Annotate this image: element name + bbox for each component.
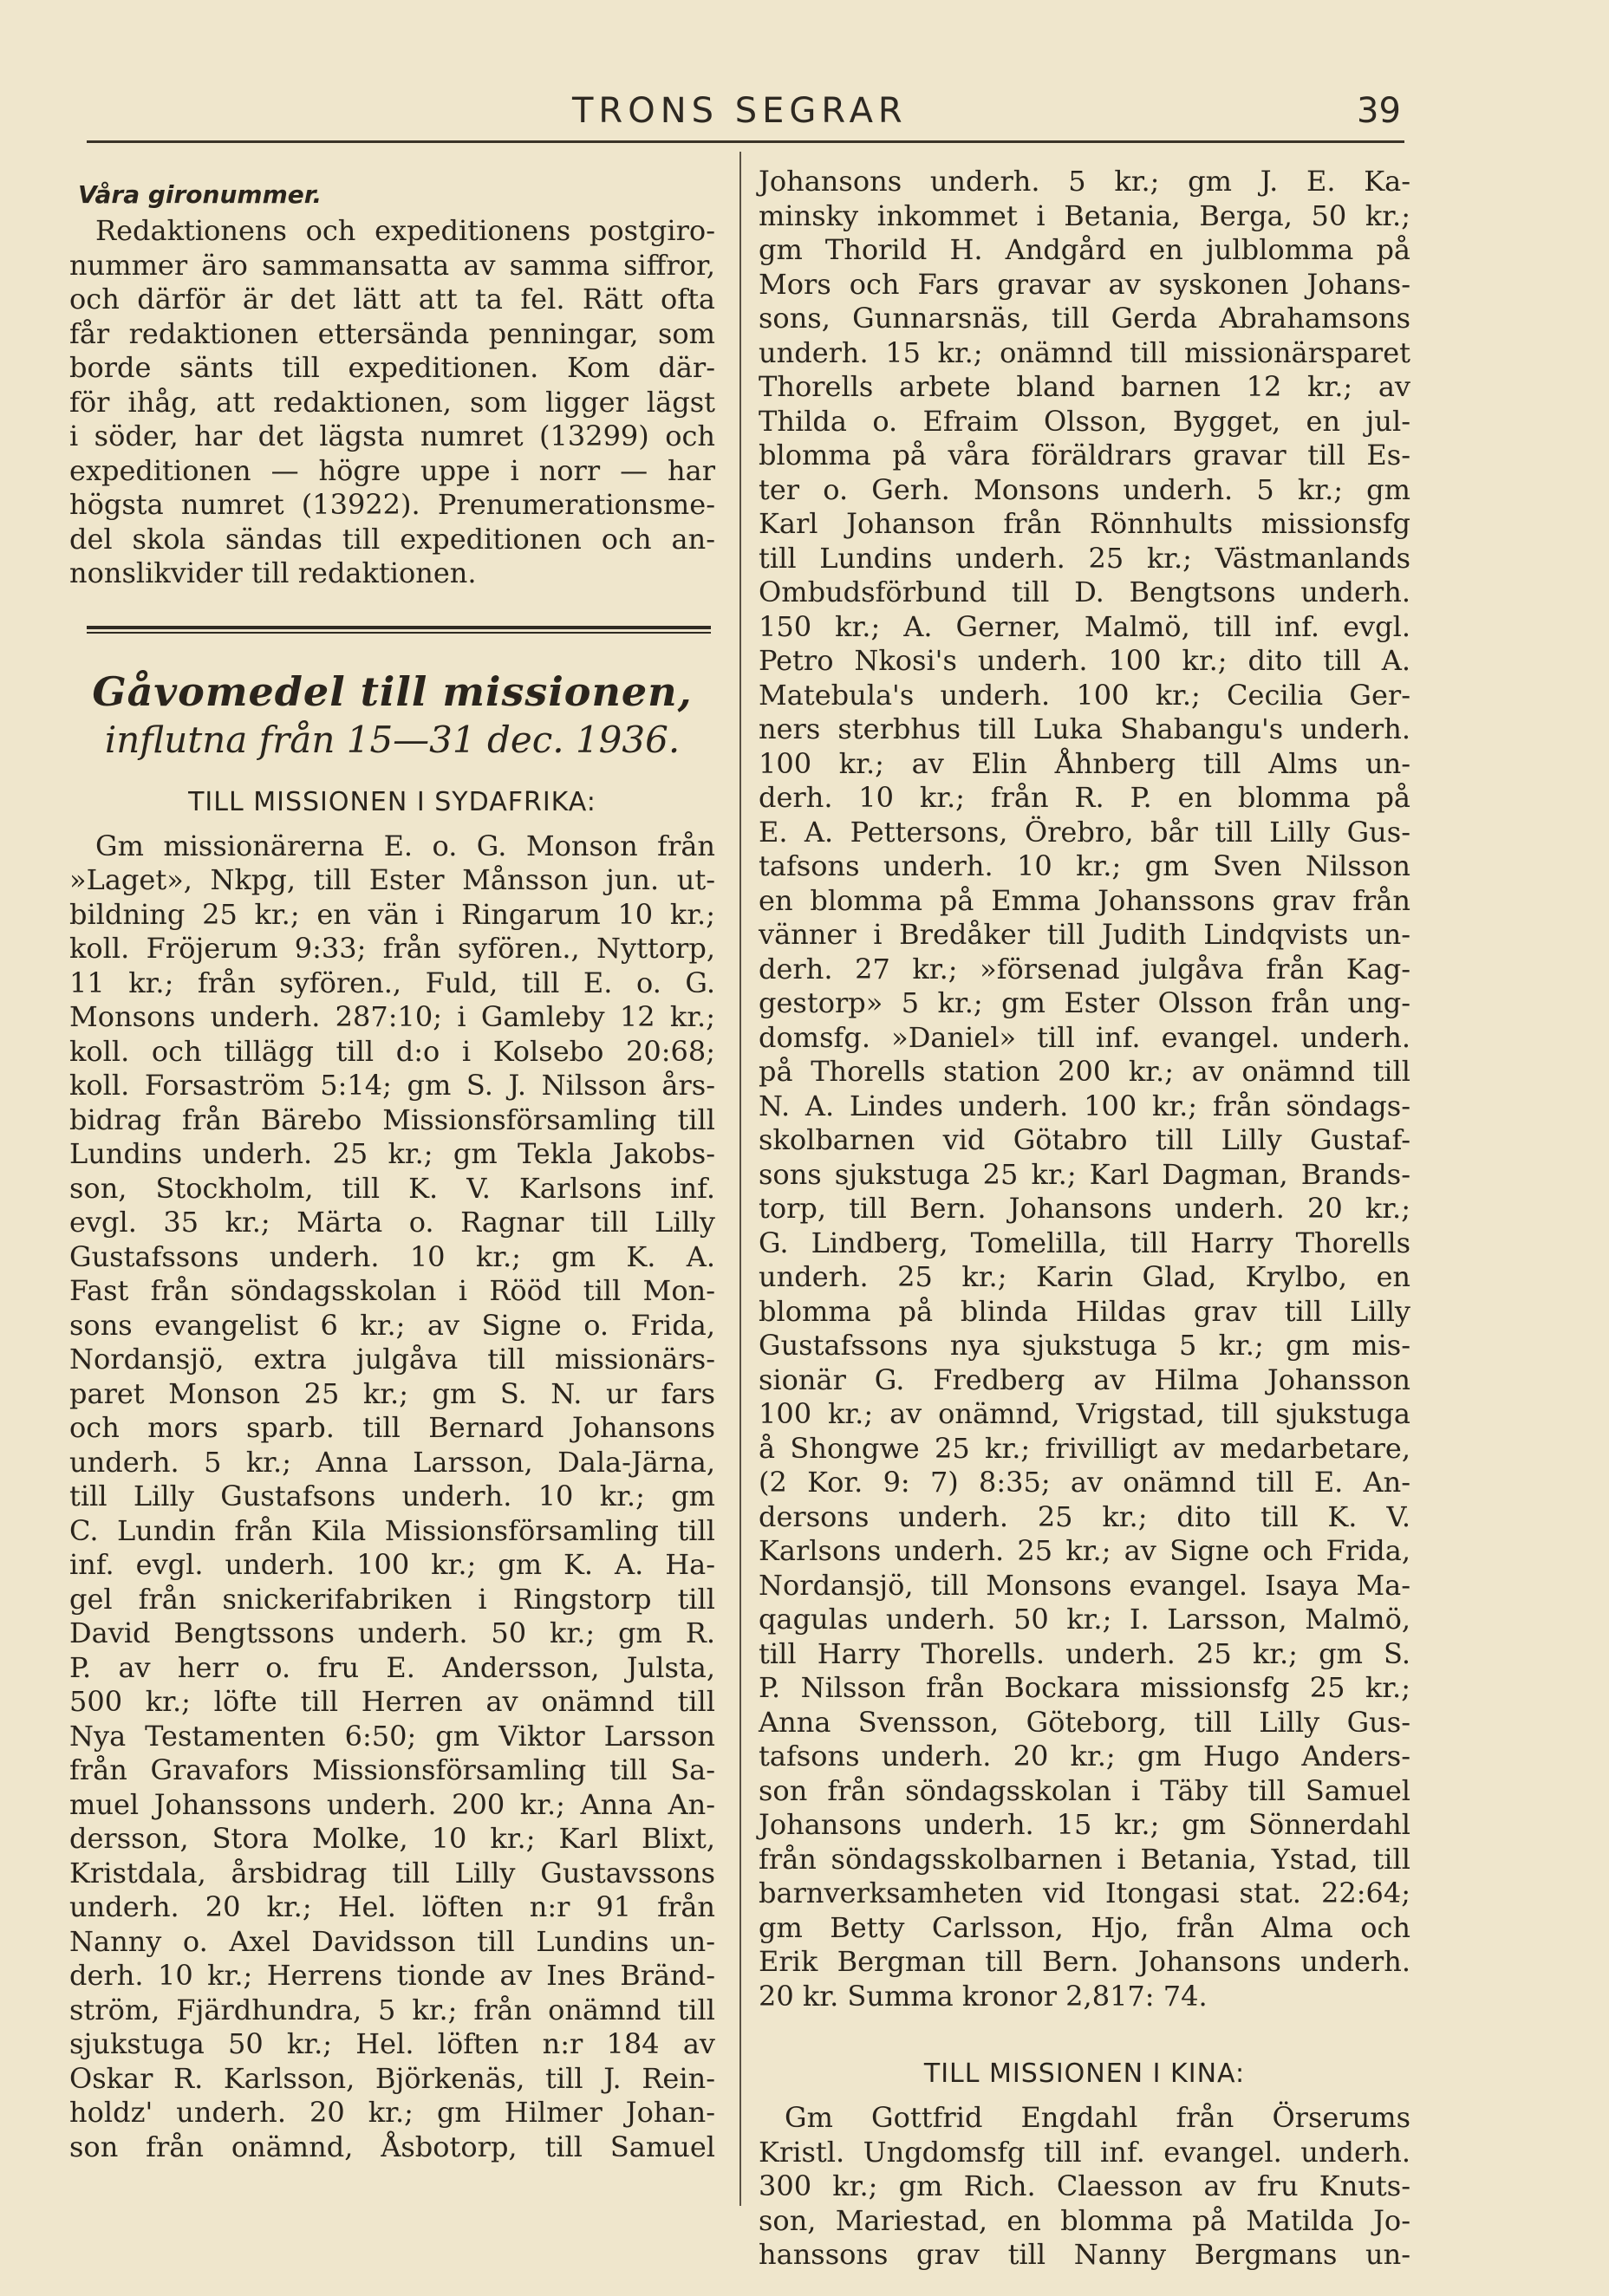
gavomedel-subheading: influtna från 15—31 dec. 1936. bbox=[104, 718, 681, 761]
text-line: barnverksamheten vid Itongasi stat. 22:64; bbox=[759, 1876, 1410, 1909]
text-line: Thorells arbete bland barnen 12 kr.; av bbox=[759, 370, 1410, 403]
right-column bbox=[759, 165, 1410, 2273]
text-line: gm Thorild H. Andgård en julblomma på bbox=[759, 233, 1410, 266]
text-line: koll. Fröjerum 9:33; från syfören., Nyttorp, bbox=[69, 932, 715, 965]
text-line: nummer äro sammansatta av samma siffror, bbox=[69, 248, 715, 282]
text-line: paret Monson 25 kr.; gm S. N. ur fars bbox=[69, 1376, 715, 1410]
text-line: »Laget», Nkpg, till Ester Månsson jun. ut- bbox=[69, 863, 715, 896]
text-line: muel Johanssons underh. 200 kr.; Anna An- bbox=[69, 1787, 715, 1821]
column-divider bbox=[739, 152, 741, 2206]
header-rule bbox=[87, 140, 1404, 143]
text-line: P. av herr o. fru E. Andersson, Julsta, bbox=[69, 1650, 715, 1684]
sydafrika-text-left bbox=[69, 829, 715, 2165]
text-line: till Harry Thorells. underh. 25 kr.; gm S. bbox=[759, 1636, 1410, 1670]
text-line: Kristdala, årsbidrag till Lilly Gustavssons bbox=[69, 1856, 715, 1889]
text-line: underh. 20 kr.; Hel. löften n:r 91 från bbox=[69, 1890, 715, 1923]
text-line: på Thorells station 200 kr.; av onämnd till bbox=[759, 1055, 1410, 1088]
text-line: Mors och Fars gravar av syskonen Johans- bbox=[759, 267, 1410, 301]
text-line: son från onämnd, Åsbotorp, till Samuel bbox=[69, 2130, 715, 2163]
text-line: Matebula's underh. 100 kr.; Cecilia Ger- bbox=[759, 678, 1410, 712]
text-line: 11 kr.; från syfören., Fuld, till E. o. G. bbox=[69, 966, 715, 999]
text-line: del skola sändas till expeditionen och an- bbox=[69, 522, 715, 556]
text-line: son, Stockholm, till K. V. Karlsons inf. bbox=[69, 1171, 715, 1205]
text-line: ström, Fjärdhundra, 5 kr.; från onämnd till bbox=[69, 1993, 715, 2026]
text-line: borde sänts till expeditionen. Kom där- bbox=[69, 351, 715, 384]
running-head bbox=[0, 91, 1609, 134]
text-line: 100 kr.; av Elin Åhnberg till Alms un- bbox=[759, 746, 1410, 780]
text-line: Karl Johanson från Rönnhults missionsfg bbox=[759, 507, 1410, 540]
text-line: till Lilly Gustafsons underh. 10 kr.; gm bbox=[69, 1480, 715, 1512]
text-line: Ombudsförbund till D. Bengtsons underh. bbox=[759, 576, 1410, 608]
text-line: Gm Gottfrid Engdahl från Örserums bbox=[785, 2101, 1410, 2134]
text-line: Nanny o. Axel Davidsson till Lundins un- bbox=[69, 1924, 715, 1958]
text-line: (2 Kor. 9: 7) 8:35; av onämnd till E. An- bbox=[759, 1466, 1410, 1499]
text-line: E. A. Pettersons, Örebro, bår till Lilly Gus- bbox=[759, 815, 1410, 849]
text-line: från Gravafors Missionsförsamling till Sa- bbox=[69, 1753, 715, 1786]
text-line: inf. evgl. underh. 100 kr.; gm K. A. Ha- bbox=[69, 1548, 715, 1581]
text-line: son, Mariestad, en blomma på Matilda Jo- bbox=[759, 2203, 1410, 2237]
text-line: gm Betty Carlsson, Hjo, från Alma och bbox=[759, 1910, 1410, 1944]
text-line: Nya Testamenten 6:50; gm Viktor Larsson bbox=[69, 1719, 715, 1753]
text-line: C. Lundin från Kila Missionsförsamling till bbox=[69, 1513, 715, 1547]
text-line: Erik Bergman till Bern. Johansons underh. bbox=[759, 1945, 1410, 1978]
kina-text bbox=[759, 2101, 1410, 2273]
kina-title: TILL MISSIONEN I KINA: bbox=[923, 2059, 1246, 2089]
text-line: till Lundins underh. 25 kr.; Västmanlands bbox=[759, 541, 1410, 575]
text-line: underh. 15 kr.; onämnd till missionärsparet bbox=[759, 335, 1410, 369]
text-line: Oskar R. Karlsson, Björkenäs, till J. Rein- bbox=[69, 2061, 715, 2095]
text-line: sons evangelist 6 kr.; av Signe o. Frida, bbox=[69, 1308, 715, 1342]
gavomedel-heading: Gåvomedel till missionen, bbox=[92, 667, 693, 715]
text-line: Karlsons underh. 25 kr.; av Signe och Frida, bbox=[759, 1534, 1410, 1567]
text-line: tafsons underh. 10 kr.; gm Sven Nilsson bbox=[759, 849, 1410, 882]
text-line: å Shongwe 25 kr.; frivilligt av medarbetare, bbox=[759, 1431, 1410, 1465]
text-line: Thilda o. Efraim Olsson, Bygget, en jul- bbox=[759, 404, 1410, 438]
text-line: sons sjukstuga 25 kr.; Karl Dagman, Brands- bbox=[759, 1157, 1410, 1191]
text-line: sionär G. Fredberg av Hilma Johansson bbox=[759, 1363, 1410, 1396]
text-line: Johansons underh. 5 kr.; gm J. E. Ka- bbox=[759, 165, 1410, 198]
text-line: koll. och tillägg till d:o i Kolsebo 20:68; bbox=[69, 1034, 715, 1068]
page-number: 39 bbox=[1357, 91, 1401, 131]
section-separator bbox=[87, 626, 711, 634]
text-line: Nordansjö, till Monsons evangel. Isaya Ma- bbox=[759, 1568, 1410, 1602]
text-line: och mors sparb. till Bernard Johansons bbox=[69, 1411, 715, 1444]
text-line: Petro Nkosi's underh. 100 kr.; dito till A. bbox=[759, 644, 1410, 677]
text-line: expeditionen — högre uppe i norr — har bbox=[69, 453, 715, 487]
text-line: blomma på våra föräldrars gravar till Es- bbox=[759, 439, 1410, 472]
text-line: bidrag från Bärebo Missionsförsamling till bbox=[69, 1102, 715, 1136]
text-line: ners sterbhus till Luka Shabangu's underh. bbox=[759, 712, 1410, 745]
text-line: gestorp» 5 kr.; gm Ester Olsson från ung- bbox=[759, 986, 1410, 1019]
text-line: domsfg. »Daniel» till inf. evangel. underh. bbox=[759, 1020, 1410, 1054]
text-line: 20 kr. Summa kronor 2,817: 74. bbox=[759, 1979, 1208, 2013]
text-line: 300 kr.; gm Rich. Claesson av fru Knuts- bbox=[759, 2169, 1410, 2202]
text-line: vänner i Bredåker till Judith Lindqvists un- bbox=[759, 918, 1410, 951]
text-line: derh. 27 kr.; »försenad julgåva från Kag- bbox=[759, 952, 1410, 985]
text-line: tafsons underh. 20 kr.; gm Hugo Anders- bbox=[759, 1740, 1410, 1772]
text-line: sons, Gunnarsnäs, till Gerda Abrahamsons bbox=[759, 302, 1410, 335]
text-line: Nordansjö, extra julgåva till missionärs- bbox=[69, 1343, 715, 1376]
text-line: Monsons underh. 287:10; i Gamleby 12 kr.; bbox=[69, 1000, 715, 1033]
text-line: koll. Forsaström 5:14; gm S. J. Nilsson års- bbox=[69, 1069, 715, 1102]
text-line: Redaktionens och expeditionens postgiro- bbox=[95, 214, 715, 247]
text-line: minsky inkommet i Betania, Berga, 50 kr.; bbox=[759, 198, 1410, 232]
text-line: Anna Svensson, Göteborg, till Lilly Gus- bbox=[759, 1705, 1410, 1739]
text-line: en blomma på Emma Johanssons grav från bbox=[759, 883, 1410, 917]
text-line: underh. 5 kr.; Anna Larsson, Dala-Järna, bbox=[69, 1445, 715, 1479]
text-line: Fast från söndagsskolan i Rööd till Mon- bbox=[69, 1274, 715, 1307]
text-line: i söder, har det lägsta numret (13299) och bbox=[69, 420, 715, 452]
text-line: derh. 10 kr.; Herrens tionde av Ines Bränd- bbox=[69, 1959, 715, 1992]
text-line: P. Nilsson från Bockara missionsfg 25 kr.; bbox=[759, 1671, 1410, 1704]
text-line: evgl. 35 kr.; Märta o. Ragnar till Lilly bbox=[69, 1206, 715, 1239]
text-line: qagulas underh. 50 kr.; I. Larsson, Malmö, bbox=[759, 1603, 1410, 1636]
text-line: skolbarnen vid Götabro till Lilly Gustaf- bbox=[759, 1123, 1410, 1156]
text-line: sjukstuga 50 kr.; Hel. löften n:r 184 av bbox=[69, 2027, 715, 2060]
sydafrika-title: TILL MISSIONEN I SYDAFRIKA: bbox=[188, 786, 596, 817]
text-line: David Bengtssons underh. 50 kr.; gm R. bbox=[69, 1616, 715, 1649]
text-line: Gustafssons underh. 10 kr.; gm K. A. bbox=[69, 1239, 715, 1273]
text-line: derh. 10 kr.; från R. P. en blomma på bbox=[759, 781, 1410, 814]
text-line: son från söndagsskolan i Täby till Samuel bbox=[759, 1773, 1410, 1807]
text-line: torp, till Bern. Johansons underh. 20 kr.; bbox=[759, 1192, 1410, 1225]
text-line: holdz' underh. 20 kr.; gm Hilmer Johan- bbox=[69, 2096, 715, 2129]
text-line: bildning 25 kr.; en vän i Ringarum 10 kr.; bbox=[69, 897, 715, 931]
gironummer-title: Våra gironummer. bbox=[78, 180, 322, 209]
text-line: dersons underh. 25 kr.; dito till K. V. bbox=[759, 1499, 1410, 1533]
text-line: och därför är det lätt att ta fel. Rätt ofta bbox=[69, 283, 715, 315]
text-line: N. A. Lindes underh. 100 kr.; från söndags- bbox=[759, 1089, 1410, 1122]
text-line: underh. 25 kr.; Karin Glad, Krylbo, en bbox=[759, 1260, 1410, 1293]
sydafrika-text-right bbox=[759, 165, 1410, 2013]
text-line: 500 kr.; löfte till Herren av onämnd till bbox=[69, 1685, 715, 1718]
text-line: 150 kr.; A. Gerner, Malmö, till inf. evgl. bbox=[759, 609, 1410, 643]
text-line: Kristl. Ungdomsfg till inf. evangel. underh. bbox=[759, 2135, 1410, 2169]
gironummer-text bbox=[69, 214, 715, 591]
text-line: Johansons underh. 15 kr.; gm Sönnerdahl bbox=[759, 1808, 1410, 1841]
text-line: ter o. Gerh. Monsons underh. 5 kr.; gm bbox=[759, 472, 1410, 506]
text-line: blomma på blinda Hildas grav till Lilly bbox=[759, 1294, 1410, 1328]
text-line: nonslikvider till redaktionen. bbox=[69, 556, 477, 589]
text-line: Lundins underh. 25 kr.; gm Tekla Jakobs- bbox=[69, 1137, 715, 1170]
text-line: för ihåg, att redaktionen, som ligger lägst bbox=[69, 385, 715, 419]
left-column bbox=[69, 165, 715, 2164]
text-line: Gm missionärerna E. o. G. Monson från bbox=[95, 829, 715, 862]
text-line: gel från snickerifabriken i Ringstorp till bbox=[69, 1582, 715, 1616]
text-line: Gustafssons nya sjukstuga 5 kr.; gm mis- bbox=[759, 1329, 1410, 1362]
text-line: G. Lindberg, Tomelilla, till Harry Thorells bbox=[759, 1226, 1410, 1259]
text-line: hanssons grav till Nanny Bergmans un- bbox=[759, 2238, 1410, 2271]
text-line: dersson, Stora Molke, 10 kr.; Karl Blixt, bbox=[69, 1822, 715, 1855]
running-title: TRONS SEGRAR bbox=[572, 91, 908, 131]
text-line: högsta numret (13922). Prenumerationsme- bbox=[69, 488, 715, 521]
text-line: 100 kr.; av onämnd, Vrigstad, till sjukstuga bbox=[759, 1397, 1410, 1430]
text-line: från söndagsskolbarnen i Betania, Ystad, till bbox=[759, 1842, 1410, 1876]
text-line: får redaktionen ettersända penningar, som bbox=[69, 316, 715, 350]
